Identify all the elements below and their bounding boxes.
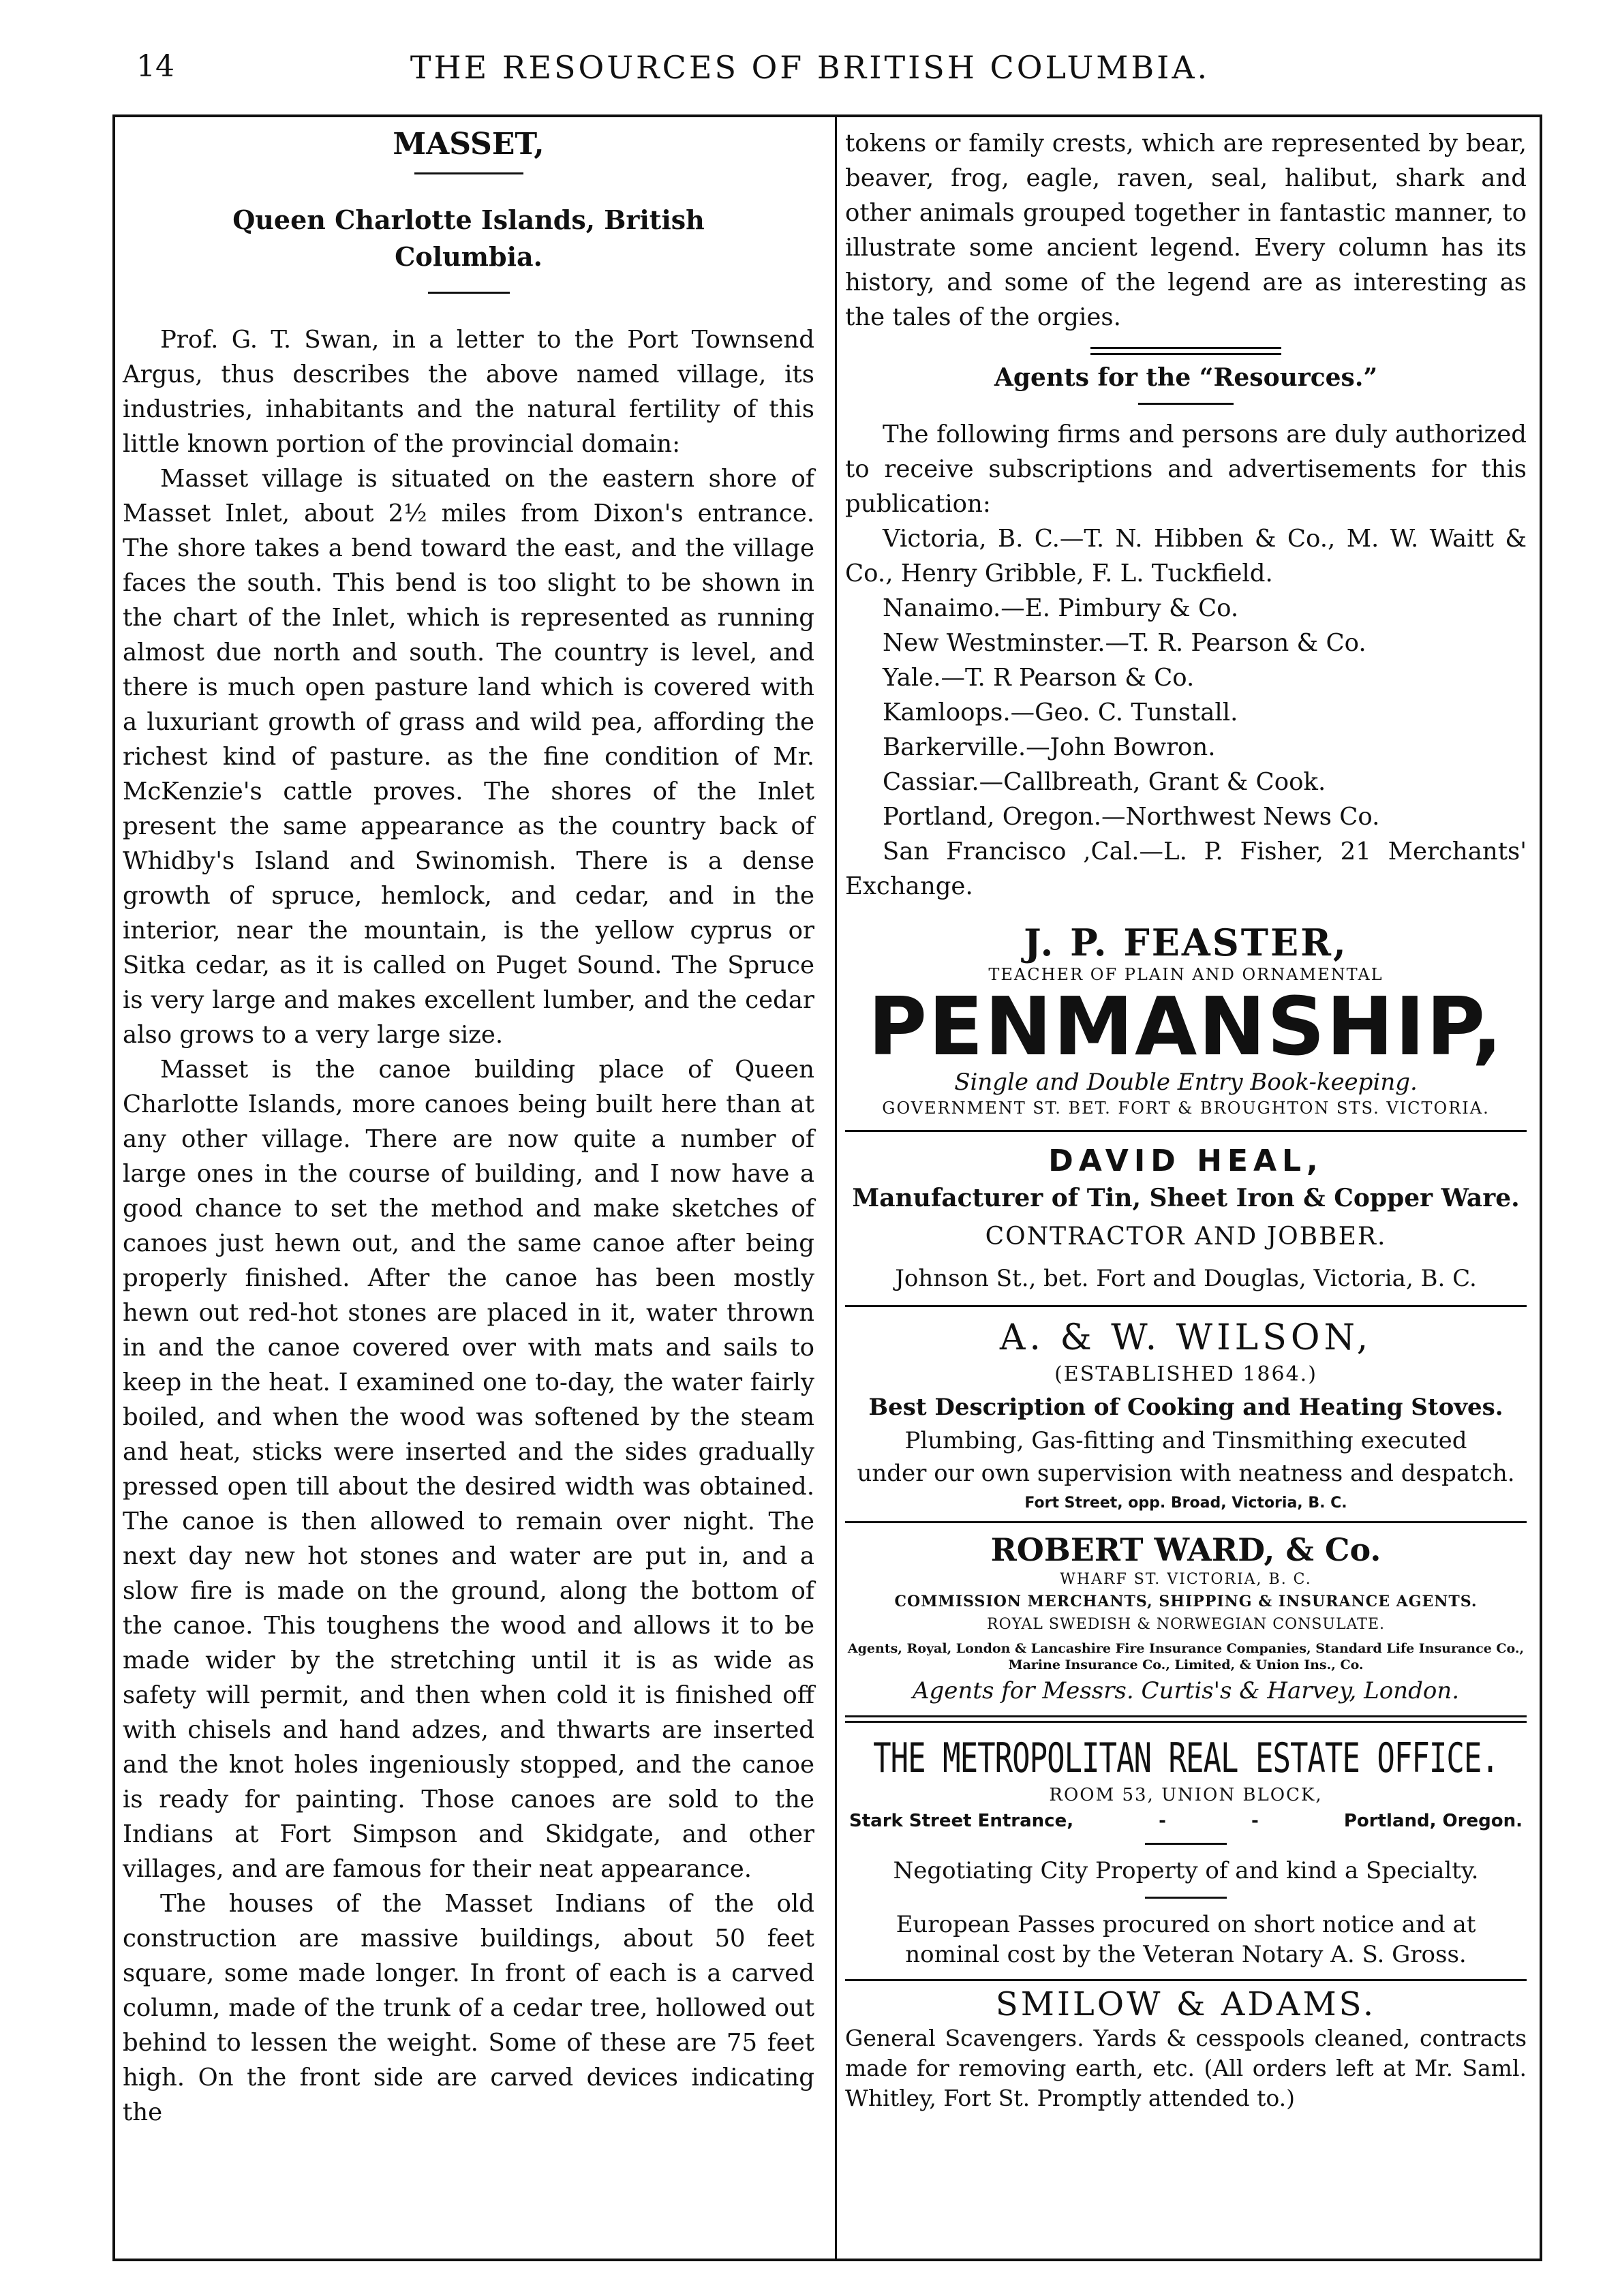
feaster-address: GOVERNMENT ST. BET. FORT & BROUGHTON STS. VICTORIA. (882, 1099, 1490, 1118)
feaster-name: J. P. FEASTER, (1024, 921, 1348, 964)
ad-divider (845, 1715, 1527, 1717)
ward-address: WHARF ST. VICTORIA, B. C. (1060, 1571, 1312, 1588)
section-rule (1090, 353, 1281, 355)
agent-entry: Portland, Oregon.—Northwest News Co. (883, 803, 1380, 831)
heal-line-3: Johnson St., bet. Fort and Douglas, Victoria, B. C. (895, 1265, 1477, 1292)
agent-entry: Victoria, B. C.—T. N. Hibben & Co., M. W. Waitt & Co., Henry Gribble, F. L. Tuckfield. (845, 525, 1527, 587)
ad-divider (845, 1979, 1527, 1981)
article-paragraph: Prof. G. T. Swan, in a letter to the Port Townsend Argus, thus describes the above named village, its industries, inhabitants and the natural fertility of this little known portion of the provincial domain: (123, 326, 814, 458)
ad-divider (845, 1721, 1527, 1723)
wilson-ad (845, 1317, 1527, 1514)
article-paragraph: Masset village is situated on the eastern shore of Masset Inlet, about 2½ miles from Dixon's entrance. The shore takes a bend toward the east, and the village faces the south. This bend is too slight to be shown in the chart of the Inlet, which is represented as running almost due north and south. The country is level, and there is much open pasture land which is covered with a luxuriant growth of grass and wild pea, affording the richest kind of pasture. as the fine condition of Mr. McKenzie's cattle proves. The shores of the Inlet present the same appearance as the country back of Whidby's Island and Swinomish. There is a dense growth of spruce, hemlock, and cedar, and in the interior, near the mountain, is the yellow cyprus or Sitka cedar, as it is called on Puget Sound. The Spruce is very large and makes excellent lumber, and the cedar also grows to a very large size. (123, 465, 814, 1049)
metro-rule (1145, 1843, 1227, 1845)
wilson-name: A. & W. WILSON, (999, 1317, 1373, 1358)
wilson-established: (ESTABLISHED 1864.) (1054, 1362, 1317, 1386)
metropolitan-room: ROOM 53, UNION BLOCK, (1049, 1785, 1323, 1805)
section-rule (1090, 347, 1281, 349)
wilson-address: Fort Street, opp. Broad, Victoria, B. C. (1024, 1495, 1347, 1512)
ward-line-2: ROYAL SWEDISH & NORWEGIAN CONSULATE. (987, 1616, 1385, 1633)
agents-title: Agents for the “Resources.” (994, 363, 1378, 392)
article-title: MASSET, (393, 127, 545, 162)
wilson-line-2: Plumbing, Gas-fitting and Tinsmithing executed (904, 1427, 1467, 1454)
subtitle-rule (428, 292, 510, 294)
page-header (0, 49, 1620, 97)
ad-divider (845, 1521, 1527, 1523)
smilow-text: General Scavengers. Yards & cesspools cleaned, contracts made for removing earth, etc. (All orders left at Mr. Saml. Whitley, Fort St. Promptly attended to.) (845, 2025, 1527, 2111)
feaster-tagline: TEACHER OF PLAIN AND ORNAMENTAL (988, 965, 1384, 984)
feaster-italic: Single and Double Entry Book-keeping. (954, 1069, 1418, 1096)
article-paragraph: Masset is the canoe building place of Queen Charlotte Islands, more canoes being built here than at any other village. There are now quite a number of large ones in the course of building, and I now have a good chance to set the method and make sketches of canoes just hewn out, and the same canoe after being properly finished. After the canoe has been mostly hewn out red-hot stones are placed in it, water thrown in and the canoe covered over with mats and sails to keep in the heat. I examined one to-day, the water fairly boiled, and when the wood was softened by the steam and heat, sticks were inserted and the sides gradually pressed open till about the desired width was obtained. The canoe is then allowed to remain over night. The next day new hot stones and water are put in, and a slow fire is made on the ground, along the bottom of the canoe. This toughens the wood and allows it to be made wider by the stretching until it is as wide as safety will permit, and then when cold it is finished off with chisels and hand adzes, and thwarts are inserted and the knot holes ingeniously stopped, and the canoe is ready for painting. Those canoes are sold to the Indians at Fort Simpson and Skidgate, and other villages, and are famous for their neat appearance. (123, 1056, 814, 1883)
agent-entry: San Francisco ,Cal.—L. P. Fisher, 21 Merchants' Exchange. (845, 838, 1527, 900)
running-title: THE RESOURCES OF BRITISH COLUMBIA. (410, 49, 1210, 86)
ward-line-3: Agents, Royal, London & Lancashire Fire Insurance Companies, Standard Life Insurance Co., Marine Insurance Co., Limited, & Union Ins., Co. (847, 1641, 1525, 1672)
metropolitan-ad (845, 1735, 1527, 1970)
smilow-name: SMILOW & ADAMS. (995, 1985, 1377, 2023)
metropolitan-city: Portland, Oregon. (1343, 1811, 1523, 1831)
metropolitan-line-1: Negotiating City Property of and kind a Specialty. (893, 1857, 1479, 1884)
agents-intro: The following firms and persons are duly authorized to receive subscriptions and advertisements for this publication: (845, 420, 1527, 518)
metropolitan-name: THE METROPOLITAN REAL ESTATE OFFICE. (873, 1734, 1499, 1782)
article-paragraph: The houses of the Masset Indians of the old construction are massive buildings, about 50 feet square, some made longer. In front of each is a carved column, made of the trunk of a cedar tree, hollowed out behind to lessen the weight. Some of these are 75 feet high. On the front side are carved devices indicating the (123, 1890, 814, 2126)
wilson-line-1: Best Description of Cooking and Heating Stoves. (868, 1394, 1503, 1421)
smilow-ad (845, 1985, 1527, 2113)
metropolitan-line-2: European Passes procured on short notice and at nominal cost by the Veteran Notary A. S. Gross. (896, 1911, 1476, 1968)
agent-entry: New Westminster.—T. R. Pearson & Co. (883, 629, 1366, 657)
ward-line-4: Agents for Messrs. Curtis's & Harvey, London. (912, 1677, 1460, 1704)
ward-ad (845, 1530, 1527, 1706)
agent-entry: Nanaimo.—E. Pimbury & Co. (883, 594, 1239, 622)
agents-rule (1138, 403, 1234, 405)
article-continuation: tokens or family crests, which are represented by bear, beaver, frog, eagle, raven, seal, halibut, shark and other animals grouped together in fantastic manner, to illustrate some ancient legend. Every column has its history, and some of the legend are as interesting as the tales of the orgies. (845, 129, 1527, 331)
heal-line-2: CONTRACTOR AND JOBBER. (985, 1223, 1387, 1251)
metropolitan-dash: - (1159, 1811, 1166, 1831)
article-subtitle-1: Queen Charlotte Islands, British (232, 204, 705, 235)
heal-ad (845, 1142, 1527, 1296)
right-column (845, 126, 1527, 2113)
ward-line-1: COMMISSION MERCHANTS, SHIPPING & INSURANCE AGENTS. (894, 1593, 1478, 1610)
metropolitan-dash: - (1251, 1811, 1259, 1831)
agent-entry: Barkerville.—John Bowron. (883, 733, 1216, 761)
page-number: 14 (136, 49, 174, 84)
metropolitan-entrance: Stark Street Entrance, (849, 1811, 1074, 1831)
agent-entry: Kamloops.—Geo. C. Tunstall. (883, 699, 1238, 726)
ad-divider (845, 1130, 1527, 1132)
agent-entry: Cassiar.—Callbreath, Grant & Cook. (883, 768, 1326, 796)
title-rule (414, 172, 523, 174)
heal-line-1: Manufacturer of Tin, Sheet Iron & Copper Ware. (852, 1184, 1520, 1212)
left-column (123, 126, 814, 2130)
heal-name: DAVID HEAL, (1048, 1144, 1324, 1178)
ward-name: ROBERT WARD, & Co. (990, 1531, 1381, 1568)
metropolitan-entrance-line (845, 1807, 1527, 1835)
feaster-ad (845, 921, 1527, 1119)
agent-entry: Yale.—T. R Pearson & Co. (883, 664, 1195, 692)
metro-rule (1145, 1897, 1227, 1899)
wilson-line-3: under our own supervision with neatness and despatch. (857, 1460, 1515, 1487)
feaster-headline: PENMANSHIP, (868, 979, 1504, 1073)
column-divider (835, 114, 837, 2259)
article-subtitle-2: Columbia. (395, 241, 542, 272)
ad-divider (845, 1305, 1527, 1307)
